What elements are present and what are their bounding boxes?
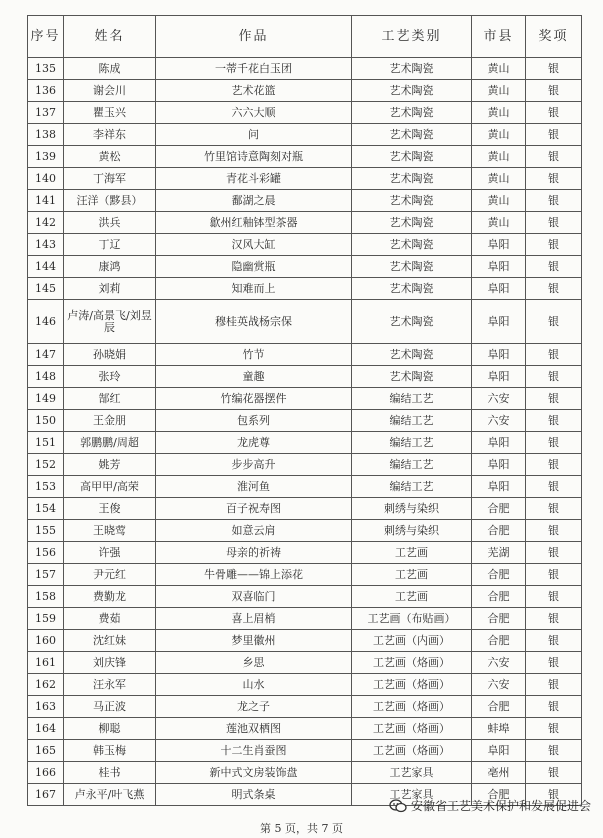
cell-name: 韩玉梅	[64, 740, 156, 762]
cell-name: 孙晓娟	[64, 344, 156, 366]
header-city: 市县	[472, 16, 526, 58]
cell-name: 王金朋	[64, 410, 156, 432]
cell-name: 王晓莺	[64, 520, 156, 542]
cell-city: 黄山	[472, 168, 526, 190]
cell-no: 147	[28, 344, 64, 366]
table-row	[28, 520, 582, 542]
cell-no: 155	[28, 520, 64, 542]
cell-name: 王俊	[64, 498, 156, 520]
table-row	[28, 190, 582, 212]
cell-no: 165	[28, 740, 64, 762]
cell-craft: 编结工艺	[352, 476, 472, 498]
cell-name: 康鸿	[64, 256, 156, 278]
table-row	[28, 146, 582, 168]
cell-city: 阜阳	[472, 256, 526, 278]
cell-award: 银	[526, 718, 582, 740]
cell-award: 银	[526, 652, 582, 674]
cell-name: 李祥东	[64, 124, 156, 146]
cell-no: 149	[28, 388, 64, 410]
cell-award: 银	[526, 102, 582, 124]
cell-no: 148	[28, 366, 64, 388]
cell-award: 银	[526, 124, 582, 146]
cell-city: 六安	[472, 388, 526, 410]
table-row	[28, 586, 582, 608]
cell-work: 青花斗彩罐	[156, 168, 352, 190]
cell-craft: 艺术陶瓷	[352, 80, 472, 102]
cell-work: 如意云肩	[156, 520, 352, 542]
cell-craft: 工艺画（烙画）	[352, 674, 472, 696]
table-row	[28, 256, 582, 278]
cell-name: 刘莉	[64, 278, 156, 300]
cell-award: 银	[526, 256, 582, 278]
header-work: 作品	[156, 16, 352, 58]
cell-name: 丁辽	[64, 234, 156, 256]
table-body	[28, 58, 582, 806]
cell-award: 银	[526, 278, 582, 300]
cell-no: 143	[28, 234, 64, 256]
cell-name: 卢涛/高景飞/刘昱辰	[64, 300, 156, 344]
cell-craft: 艺术陶瓷	[352, 124, 472, 146]
table-row	[28, 300, 582, 344]
cell-city: 阜阳	[472, 432, 526, 454]
cell-name: 许强	[64, 542, 156, 564]
table-row	[28, 344, 582, 366]
cell-city: 阜阳	[472, 278, 526, 300]
cell-award: 银	[526, 366, 582, 388]
cell-craft: 编结工艺	[352, 388, 472, 410]
table-row	[28, 564, 582, 586]
cell-work: 母亲的祈祷	[156, 542, 352, 564]
cell-name: 谢会川	[64, 80, 156, 102]
cell-craft: 工艺画（内画）	[352, 630, 472, 652]
cell-craft: 艺术陶瓷	[352, 102, 472, 124]
table-row	[28, 740, 582, 762]
cell-work: 双喜临门	[156, 586, 352, 608]
cell-name: 张玲	[64, 366, 156, 388]
cell-award: 银	[526, 410, 582, 432]
cell-craft: 艺术陶瓷	[352, 344, 472, 366]
cell-award: 银	[526, 520, 582, 542]
table-row	[28, 762, 582, 784]
cell-craft: 艺术陶瓷	[352, 366, 472, 388]
cell-name: 刘庆锋	[64, 652, 156, 674]
table-row	[28, 652, 582, 674]
table-row	[28, 58, 582, 80]
award-table	[27, 15, 582, 806]
cell-work: 乡思	[156, 652, 352, 674]
cell-no: 150	[28, 410, 64, 432]
cell-no: 162	[28, 674, 64, 696]
cell-city: 六安	[472, 410, 526, 432]
table-row	[28, 542, 582, 564]
cell-award: 银	[526, 234, 582, 256]
watermark	[389, 797, 591, 814]
cell-work: 穆桂英战杨宗保	[156, 300, 352, 344]
cell-craft: 艺术陶瓷	[352, 146, 472, 168]
table-row	[28, 608, 582, 630]
cell-award: 银	[526, 212, 582, 234]
cell-no: 136	[28, 80, 64, 102]
cell-award: 银	[526, 542, 582, 564]
table-row	[28, 278, 582, 300]
cell-name: 丁海军	[64, 168, 156, 190]
wechat-icon	[389, 799, 407, 813]
cell-award: 银	[526, 344, 582, 366]
cell-craft: 刺绣与染织	[352, 520, 472, 542]
cell-no: 159	[28, 608, 64, 630]
cell-work: 知难而上	[156, 278, 352, 300]
cell-work: 山水	[156, 674, 352, 696]
cell-work: 隐幽赏瓶	[156, 256, 352, 278]
cell-city: 黄山	[472, 102, 526, 124]
cell-award: 银	[526, 784, 582, 806]
cell-city: 合肥	[472, 564, 526, 586]
cell-craft: 艺术陶瓷	[352, 190, 472, 212]
cell-city: 阜阳	[472, 366, 526, 388]
table-row	[28, 674, 582, 696]
cell-award: 银	[526, 300, 582, 344]
cell-craft: 工艺家具	[352, 784, 472, 806]
cell-no: 158	[28, 586, 64, 608]
table-row	[28, 696, 582, 718]
table-row	[28, 454, 582, 476]
cell-name: 郜红	[64, 388, 156, 410]
cell-city: 阜阳	[472, 300, 526, 344]
cell-work: 十二生肖蚕图	[156, 740, 352, 762]
cell-award: 银	[526, 674, 582, 696]
cell-work: 龙虎尊	[156, 432, 352, 454]
cell-award: 银	[526, 80, 582, 102]
cell-no: 139	[28, 146, 64, 168]
cell-name: 尹元红	[64, 564, 156, 586]
cell-work: 百子祝寿图	[156, 498, 352, 520]
cell-name: 费勤龙	[64, 586, 156, 608]
cell-craft: 编结工艺	[352, 432, 472, 454]
table-row	[28, 718, 582, 740]
cell-name: 费茹	[64, 608, 156, 630]
cell-craft: 工艺画（烙画）	[352, 718, 472, 740]
cell-work: 明式条桌	[156, 784, 352, 806]
cell-no: 157	[28, 564, 64, 586]
cell-no: 138	[28, 124, 64, 146]
cell-work: 问	[156, 124, 352, 146]
cell-craft: 工艺家具	[352, 762, 472, 784]
cell-no: 156	[28, 542, 64, 564]
table-row	[28, 168, 582, 190]
table-row	[28, 410, 582, 432]
cell-craft: 艺术陶瓷	[352, 212, 472, 234]
cell-no: 152	[28, 454, 64, 476]
cell-craft: 艺术陶瓷	[352, 58, 472, 80]
table-row	[28, 498, 582, 520]
cell-city: 合肥	[472, 586, 526, 608]
cell-award: 银	[526, 58, 582, 80]
cell-award: 银	[526, 168, 582, 190]
table-row	[28, 80, 582, 102]
cell-no: 154	[28, 498, 64, 520]
cell-craft: 刺绣与染织	[352, 498, 472, 520]
cell-city: 阜阳	[472, 234, 526, 256]
cell-award: 银	[526, 454, 582, 476]
cell-work: 牛骨雕——锦上添花	[156, 564, 352, 586]
cell-craft: 艺术陶瓷	[352, 256, 472, 278]
cell-name: 柳聪	[64, 718, 156, 740]
cell-name: 瞿玉兴	[64, 102, 156, 124]
cell-city: 蚌埠	[472, 718, 526, 740]
cell-city: 黄山	[472, 146, 526, 168]
cell-award: 银	[526, 696, 582, 718]
cell-city: 六安	[472, 652, 526, 674]
cell-work: 六六大顺	[156, 102, 352, 124]
cell-no: 161	[28, 652, 64, 674]
cell-work: 艺术花篮	[156, 80, 352, 102]
cell-award: 银	[526, 388, 582, 410]
page-footer: 第 5 页，共 7 页	[260, 822, 343, 835]
header-name: 姓名	[64, 16, 156, 58]
cell-award: 银	[526, 476, 582, 498]
cell-city: 合肥	[472, 696, 526, 718]
cell-city: 阜阳	[472, 740, 526, 762]
cell-city: 芜湖	[472, 542, 526, 564]
cell-award: 银	[526, 762, 582, 784]
table-row	[28, 234, 582, 256]
cell-work: 竹里馆诗意陶刻对瓶	[156, 146, 352, 168]
cell-no: 163	[28, 696, 64, 718]
cell-city: 黄山	[472, 212, 526, 234]
cell-award: 银	[526, 432, 582, 454]
cell-work: 步步高升	[156, 454, 352, 476]
cell-city: 合肥	[472, 520, 526, 542]
cell-no: 140	[28, 168, 64, 190]
header-no: 序号	[28, 16, 64, 58]
cell-name: 沈红妹	[64, 630, 156, 652]
cell-city: 阜阳	[472, 454, 526, 476]
table-row	[28, 630, 582, 652]
cell-work: 竹编花器摆件	[156, 388, 352, 410]
cell-award: 银	[526, 564, 582, 586]
cell-city: 合肥	[472, 608, 526, 630]
cell-name: 马正波	[64, 696, 156, 718]
cell-work: 莲池双栖图	[156, 718, 352, 740]
cell-city: 阜阳	[472, 344, 526, 366]
cell-city: 阜阳	[472, 476, 526, 498]
table-row	[28, 212, 582, 234]
cell-city: 黄山	[472, 124, 526, 146]
table-row	[28, 388, 582, 410]
cell-name: 洪兵	[64, 212, 156, 234]
cell-work: 竹节	[156, 344, 352, 366]
cell-work: 歙州红釉钵型茶器	[156, 212, 352, 234]
cell-work: 梦里徽州	[156, 630, 352, 652]
cell-no: 160	[28, 630, 64, 652]
cell-no: 166	[28, 762, 64, 784]
cell-no: 141	[28, 190, 64, 212]
cell-name: 卢永平/叶飞燕	[64, 784, 156, 806]
cell-award: 银	[526, 630, 582, 652]
cell-name: 汪洋（黟县）	[64, 190, 156, 212]
cell-craft: 编结工艺	[352, 454, 472, 476]
cell-city: 合肥	[472, 784, 526, 806]
cell-name: 汪永军	[64, 674, 156, 696]
cell-craft: 编结工艺	[352, 410, 472, 432]
cell-city: 黄山	[472, 58, 526, 80]
cell-name: 陈成	[64, 58, 156, 80]
cell-craft: 工艺画（烙画）	[352, 740, 472, 762]
cell-no: 142	[28, 212, 64, 234]
cell-craft: 工艺画（烙画）	[352, 652, 472, 674]
cell-craft: 工艺画	[352, 586, 472, 608]
watermark-text: 安徽省工艺美术保护和发展促进会	[410, 799, 591, 813]
cell-no: 137	[28, 102, 64, 124]
cell-no: 144	[28, 256, 64, 278]
table-row	[28, 102, 582, 124]
cell-work: 喜上眉梢	[156, 608, 352, 630]
cell-work: 汉风大缸	[156, 234, 352, 256]
cell-craft: 艺术陶瓷	[352, 168, 472, 190]
cell-no: 153	[28, 476, 64, 498]
cell-city: 合肥	[472, 498, 526, 520]
cell-work: 淮河鱼	[156, 476, 352, 498]
cell-no: 135	[28, 58, 64, 80]
cell-no: 167	[28, 784, 64, 806]
cell-no: 164	[28, 718, 64, 740]
cell-craft: 工艺画（布贴画）	[352, 608, 472, 630]
table-row	[28, 476, 582, 498]
cell-no: 151	[28, 432, 64, 454]
cell-craft: 工艺画	[352, 542, 472, 564]
cell-award: 银	[526, 740, 582, 762]
cell-no: 146	[28, 300, 64, 344]
cell-craft: 工艺画（烙画）	[352, 696, 472, 718]
cell-award: 银	[526, 586, 582, 608]
cell-name: 姚芳	[64, 454, 156, 476]
cell-craft: 艺术陶瓷	[352, 300, 472, 344]
cell-city: 黄山	[472, 80, 526, 102]
cell-award: 银	[526, 498, 582, 520]
cell-city: 黄山	[472, 190, 526, 212]
cell-city: 六安	[472, 674, 526, 696]
table-header-row	[28, 16, 582, 58]
cell-work: 一蒂千花白玉团	[156, 58, 352, 80]
header-award: 奖项	[526, 16, 582, 58]
cell-work: 鄱湖之晨	[156, 190, 352, 212]
cell-city: 亳州	[472, 762, 526, 784]
cell-work: 童趣	[156, 366, 352, 388]
cell-work: 包系列	[156, 410, 352, 432]
cell-award: 银	[526, 190, 582, 212]
table-row	[28, 124, 582, 146]
cell-name: 郭鹏鹏/周超	[64, 432, 156, 454]
header-craft: 工艺类别	[352, 16, 472, 58]
cell-no: 145	[28, 278, 64, 300]
table-row	[28, 366, 582, 388]
cell-city: 合肥	[472, 630, 526, 652]
cell-name: 高甲甲/高荣	[64, 476, 156, 498]
cell-work: 新中式文房装饰盘	[156, 762, 352, 784]
cell-work: 龙之子	[156, 696, 352, 718]
table-row	[28, 432, 582, 454]
cell-award: 银	[526, 608, 582, 630]
cell-craft: 工艺画	[352, 564, 472, 586]
cell-name: 黄松	[64, 146, 156, 168]
cell-craft: 艺术陶瓷	[352, 234, 472, 256]
cell-name: 桂书	[64, 762, 156, 784]
cell-craft: 艺术陶瓷	[352, 278, 472, 300]
cell-award: 银	[526, 146, 582, 168]
